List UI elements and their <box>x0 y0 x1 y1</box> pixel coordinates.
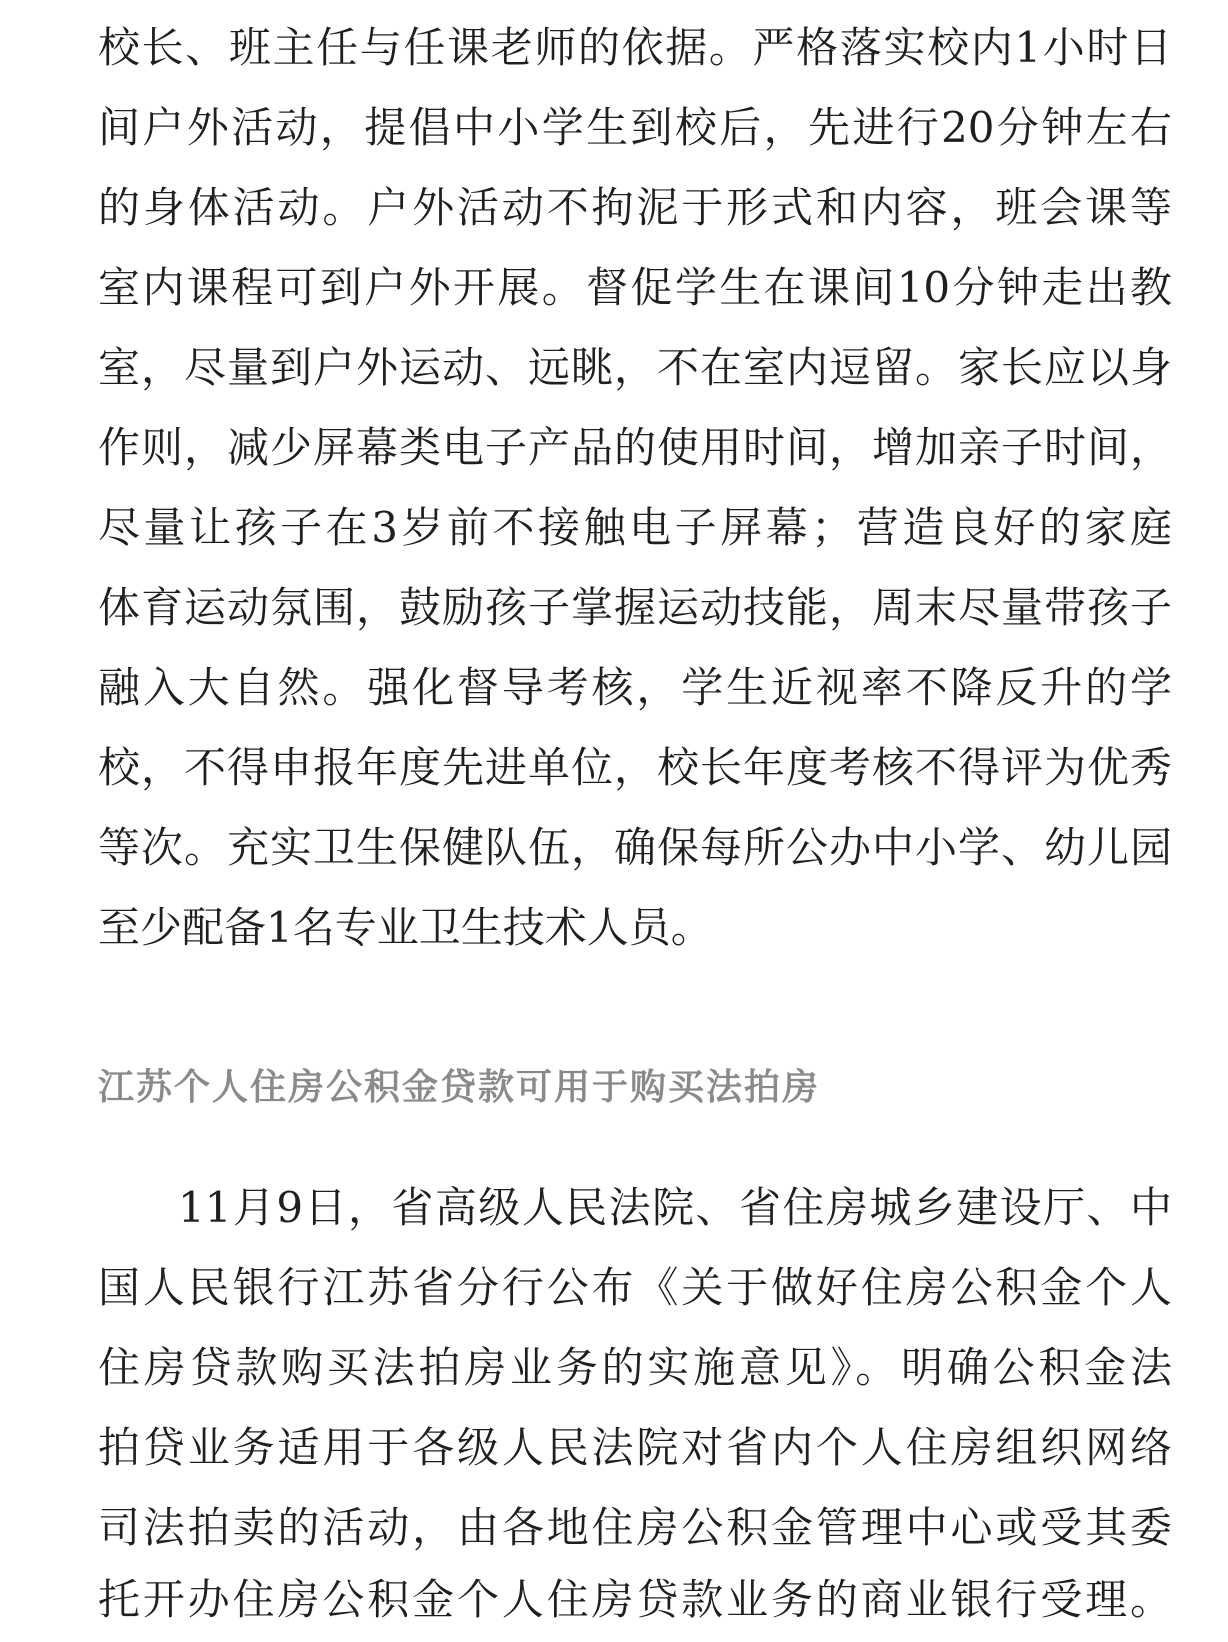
paragraph-2-line-3: 住房贷款购买法拍房业务的实施意见》。明确公积金法 <box>98 1343 1172 1392</box>
paragraph-1-line-8: 体育运动氛围，鼓励孩子掌握运动技能，周末尽量带孩子 <box>98 583 1172 632</box>
paragraph-1-line-9: 融入大自然。强化督导考核，学生近视率不降反升的学 <box>98 663 1172 712</box>
paragraph-1-line-6: 作则，减少屏幕类电子产品的使用时间，增加亲子时间， <box>98 423 1172 472</box>
paragraph-1-line-12: 至少配备1名专业卫生技术人员。 <box>98 903 713 952</box>
paragraph-1-line-7: 尽量让孩子在3岁前不接触电子屏幕；营造良好的家庭 <box>98 503 1172 552</box>
paragraph-2-line-2: 国人民银行江苏省分行公布《关于做好住房公积金个人 <box>98 1263 1172 1312</box>
paragraph-2-line-6: 托开办住房公积金个人住房贷款业务的商业银行受理。 <box>98 1575 1172 1624</box>
paragraph-2-line-5: 司法拍卖的活动，由各地住房公积金管理中心或受其委 <box>98 1503 1172 1552</box>
paragraph-1-line-2: 间户外活动，提倡中小学生到校后，先进行20分钟左右 <box>98 103 1172 152</box>
paragraph-1-line-4: 室内课程可到户外开展。督促学生在课间10分钟走出教 <box>98 263 1172 312</box>
paragraph-2-line-4: 拍贷业务适用于各级人民法院对省内个人住房组织网络 <box>98 1423 1172 1472</box>
paragraph-1-line-5: 室，尽量到户外运动、远眺，不在室内逗留。家长应以身 <box>98 343 1172 392</box>
paragraph-1-line-10: 校，不得申报年度先进单位，校长年度考核不得评为优秀 <box>98 743 1172 792</box>
section-heading: 江苏个人住房公积金贷款可用于购买法拍房 <box>98 1067 821 1108</box>
paragraph-1-line-11: 等次。充实卫生保健队伍，确保每所公办中小学、幼儿园 <box>98 823 1172 872</box>
paragraph-1-line-1: 校长、班主任与任课老师的依据。严格落实校内1小时日 <box>98 23 1172 72</box>
paragraph-1-line-3: 的身体活动。户外活动不拘泥于形式和内容，班会课等 <box>98 183 1172 232</box>
paragraph-2-line-1: 11月9日，省高级人民法院、省住房城乡建设厅、中 <box>178 1183 1172 1232</box>
